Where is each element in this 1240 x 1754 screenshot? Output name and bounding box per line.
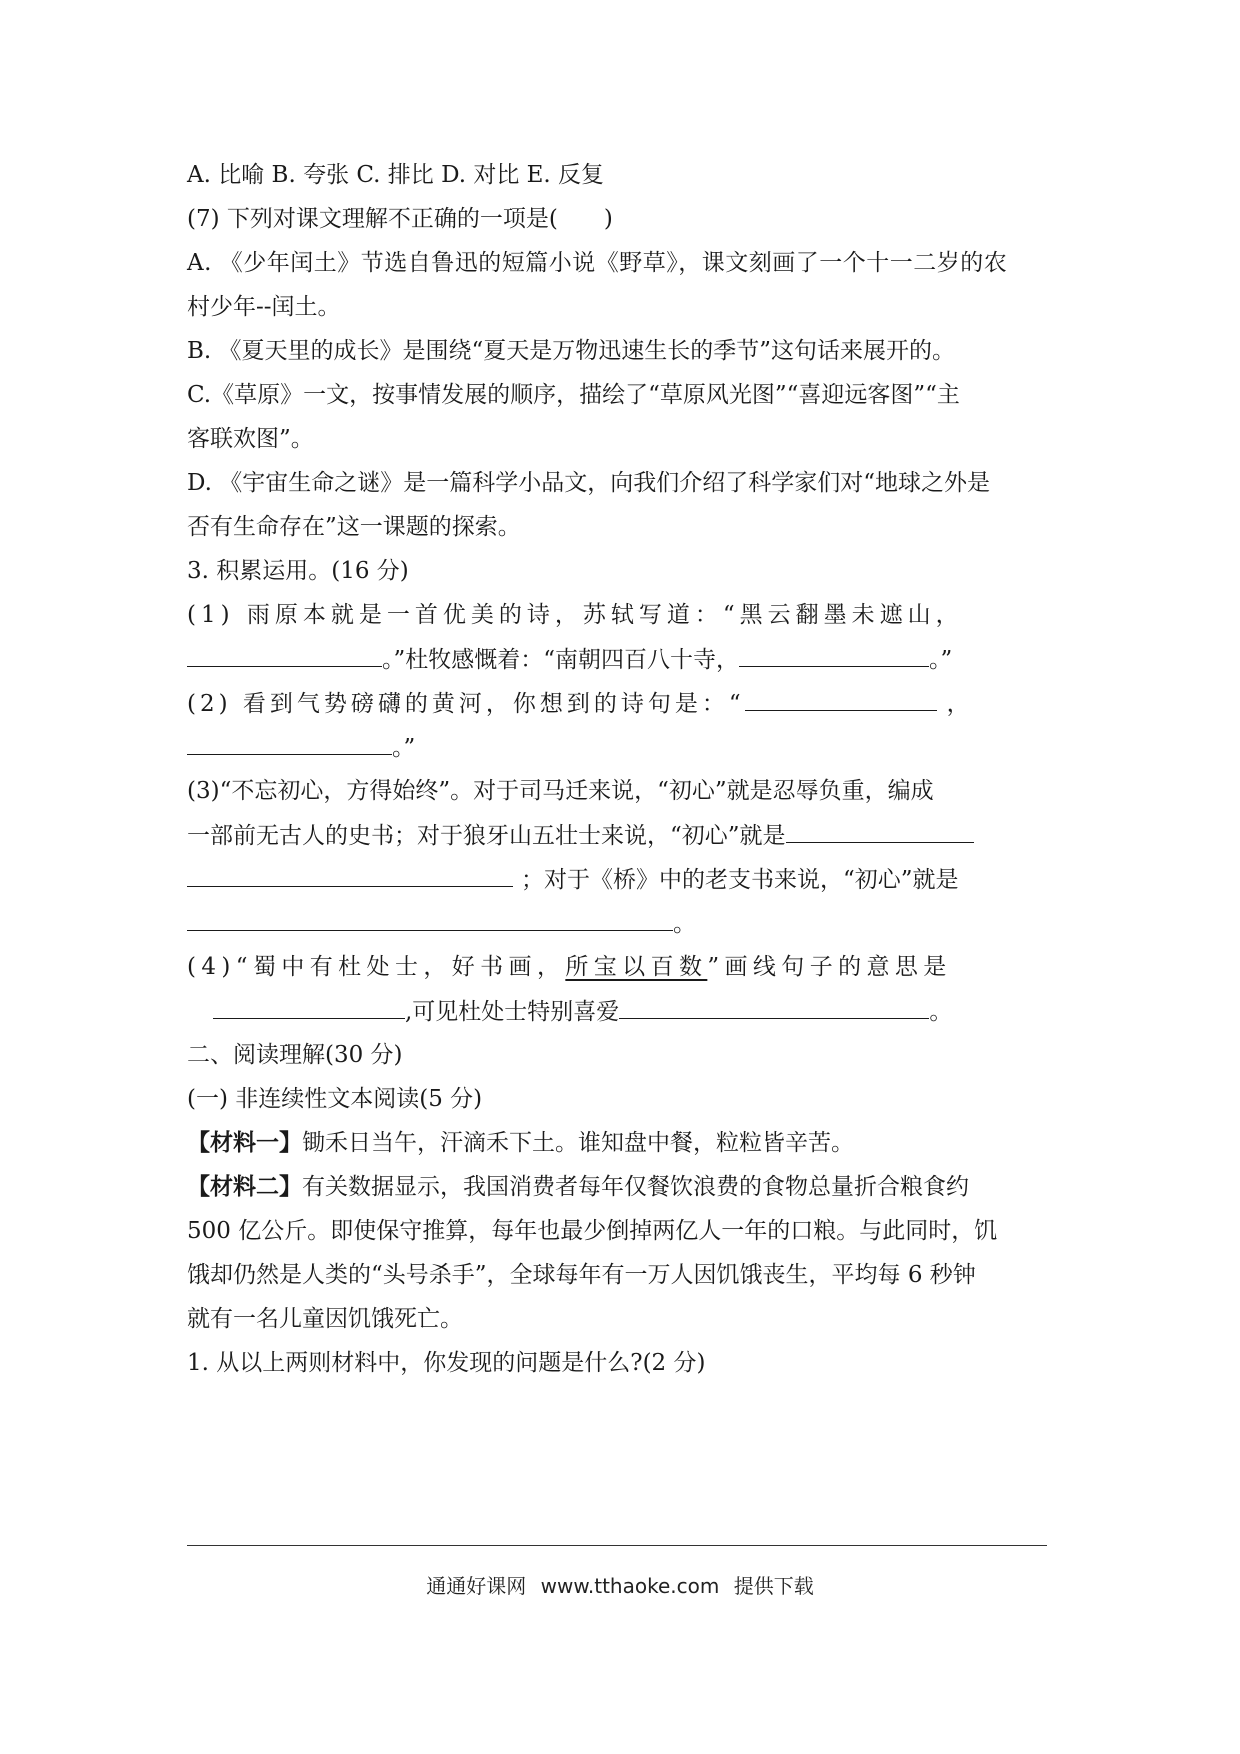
item-3-line2: 一部前无古人的史书；对于狼牙山五壮士来说，“初心”就是 [187, 818, 1057, 853]
option-d-line2: 否有生命存在”这一课题的探索。 [187, 514, 521, 540]
question-1: 1. 从以上两则材料中，你发现的问题是什么?(2 分) [187, 1350, 706, 1376]
answer-line[interactable] [187, 1545, 1047, 1546]
item-1-line2: 。”杜牧感慨着：“南朝四百八十寺， 。” [187, 642, 1057, 677]
material-2-line3: 饿却仍然是人类的“头号杀手”，全球每年有一万人因饥饿丧生，平均每 6 秒钟 [187, 1262, 976, 1288]
answer-blank[interactable] [187, 730, 392, 755]
option-a-line2: 村少年--闰土。 [187, 294, 341, 320]
material-2-line4: 就有一名儿童因饥饿死亡。 [187, 1306, 463, 1332]
answer-blank[interactable] [739, 642, 929, 667]
item-2-line1: (2) 看到气势磅礴的黄河，你想到的诗句是：“ ， [187, 686, 1057, 721]
item-3-line1: (3)“不忘初心，方得始终”。对于司马迁来说，“初心”就是忍辱负重，编成 [187, 778, 934, 804]
footer-site: 通通好课网 [426, 1574, 527, 1598]
answer-blank[interactable] [786, 818, 974, 843]
option-d-line1: D. 《宇宙生命之谜》是一篇科学小品文，向我们介绍了科学家们对“地球之外是 [187, 470, 991, 496]
item-3-line3: ；对于《桥》中的老支书来说，“初心”就是 [187, 862, 1057, 897]
footer-note: 提供下载 [733, 1574, 814, 1598]
material-2-label: 【材料二】 [187, 1173, 302, 1200]
answer-blank[interactable] [745, 686, 937, 711]
option-c-line2: 客联欢图”。 [187, 426, 314, 452]
option-c-line1: C.《草原》一文，按事情发展的顺序，描绘了“草原风光图”“喜迎远客图”“主 [187, 382, 960, 408]
section-3-heading: 3. 积累运用。(16 分) [187, 558, 409, 584]
item-3-line4: 。 [187, 906, 1057, 941]
item-2-line2: 。” [187, 730, 1057, 765]
underlined-phrase: 所宝以百数 [565, 954, 708, 980]
answer-blank[interactable] [187, 906, 673, 931]
option-b: B. 《夏天里的成长》是围绕“夏天是万物迅速生长的季节”这句话来展开的。 [187, 338, 956, 364]
item-4-line1: (4)“蜀中有杜处士，好书画，所宝以百数”画线句子的意思是 [187, 954, 952, 980]
material-2-line1: 【材料二】有关数据显示，我国消费者每年仅餐饮浪费的食物总量折合粮食约 [187, 1173, 969, 1200]
material-1: 【材料一】锄禾日当午，汗滴禾下土。谁知盘中餐，粒粒皆辛苦。 [187, 1129, 854, 1156]
item-4-line2: ,可见杜处士特别喜爱 。 [187, 994, 1057, 1029]
question-7: (7) 下列对课文理解不正确的一项是( ) [187, 206, 613, 232]
answer-blank[interactable] [187, 862, 513, 887]
subsection-1-heading: (一) 非连续性文本阅读(5 分) [187, 1086, 483, 1112]
option-a-line1: A. 《少年闰土》节选自鲁迅的短篇小说《野草》，课文刻画了一个十一二岁的农 [187, 250, 1008, 276]
options-line: A. 比喻 B. 夸张 C. 排比 D. 对比 E. 反复 [187, 162, 605, 188]
material-2-line2: 500 亿公斤。即使保守推算，每年也最少倒掉两亿人一年的口粮。与此同时，饥 [187, 1218, 998, 1244]
section-2-heading: 二、阅读理解(30 分) [187, 1042, 403, 1068]
material-1-label: 【材料一】 [187, 1129, 302, 1156]
footer-url[interactable]: www.tthaoke.com [540, 1574, 720, 1598]
answer-blank[interactable] [619, 994, 929, 1019]
item-1-line1: (1) 雨原本就是一首优美的诗，苏轼写道：“黑云翻墨未遮山， [187, 602, 964, 628]
footer [0, 1570, 1240, 1599]
answer-blank[interactable] [213, 994, 405, 1019]
answer-blank[interactable] [187, 642, 382, 667]
